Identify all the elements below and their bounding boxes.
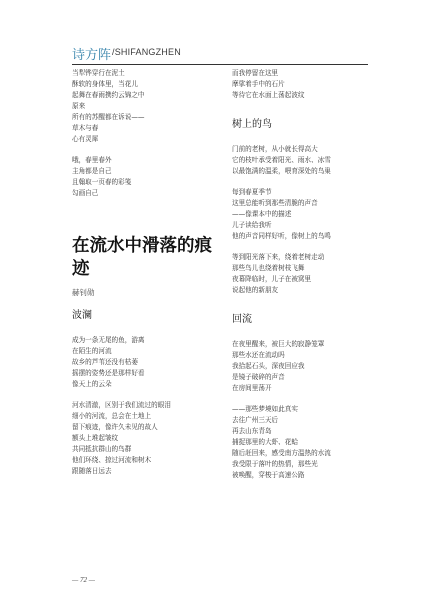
page-number: — 72 — bbox=[72, 576, 95, 584]
column-title-pinyin: /SHIFANGZHEN bbox=[112, 47, 181, 57]
poem-line: 它的枝叶承受着阳光、雨水、冰雪 bbox=[232, 156, 331, 164]
poem-line: 再去山东青岛 bbox=[232, 427, 272, 435]
poem-line: 那些水还在流动吗 bbox=[232, 351, 285, 359]
left-column bbox=[72, 68, 232, 487]
poem-line: 心有灵犀 bbox=[72, 135, 99, 143]
author-name: 赫钊勋 bbox=[72, 288, 95, 297]
poem-line: 成为一条无尾的鱼，游离 bbox=[72, 336, 145, 344]
magazine-header bbox=[72, 44, 368, 62]
poem-line: 是镜子破碎的声音 bbox=[232, 373, 285, 381]
poem-line: 捕捉那里的大虾、花蛤 bbox=[232, 438, 298, 446]
poem-line: 额头上堆起皱纹 bbox=[72, 434, 119, 442]
stanza bbox=[232, 68, 382, 101]
poem-line: 草木与春 bbox=[72, 124, 99, 132]
poem-line: 我受限于落叶的热情，那些光 bbox=[232, 460, 318, 468]
right-column bbox=[232, 68, 382, 491]
poem-line: 儿子读给我听 bbox=[232, 221, 272, 229]
poem-line: 细小的河流，总会在土地上 bbox=[72, 412, 152, 420]
section-title: 树上的鸟 bbox=[232, 119, 272, 130]
poem-line: 起舞在春雨携约云锦之中 bbox=[72, 91, 145, 99]
poem-title-line: 在流水中滑落的痕 bbox=[72, 236, 212, 256]
poem-line: 在房间里荡开 bbox=[232, 384, 272, 392]
poem-line: 我拾起石头，深夜回应我 bbox=[232, 362, 305, 370]
stanza bbox=[72, 155, 232, 199]
poem-line: 他的声音同样好听，像树上的鸟鸣 bbox=[232, 232, 331, 240]
poem-line: 等待它在水面上荡起波纹 bbox=[232, 91, 305, 99]
poem-line: 以最饱满的温柔，喂育深处的鸟巢 bbox=[232, 167, 331, 175]
poem-line: 当犁铧穿行在泥土 bbox=[72, 69, 125, 77]
poem-line: 这里总能听到那些清脆的声音 bbox=[232, 199, 318, 207]
stanza bbox=[232, 404, 382, 481]
poem-line: 原来 bbox=[72, 102, 86, 110]
stanza bbox=[232, 144, 382, 177]
poem-line: 门前的老树，从小就长得高大 bbox=[232, 145, 318, 153]
poem-line: 留下痕迹，像许久未见的故人 bbox=[72, 423, 158, 431]
poem-line: 被唤醒，穿梭于高速公路 bbox=[232, 471, 305, 479]
poem-title-line: 迹 bbox=[72, 259, 90, 279]
stanza bbox=[72, 68, 232, 145]
poem-line: ——那些梦境如此真实 bbox=[232, 405, 298, 413]
stanza bbox=[232, 187, 382, 242]
stanza bbox=[72, 335, 232, 390]
poem-line: 在夜里醒来，被巨大的寂静笼罩 bbox=[232, 340, 325, 348]
poem-line: 而我停留在这里 bbox=[232, 69, 279, 77]
poem-line: 那些鸟儿也绕着树枝飞舞 bbox=[232, 264, 305, 272]
poem-line: 酥软的身体里，当花儿 bbox=[72, 80, 138, 88]
poem-line: 在陌生的河流 bbox=[72, 347, 112, 355]
column-title: 诗方阵 bbox=[72, 48, 112, 63]
poem-line: 随后赶回来，感受南方温热的水流 bbox=[232, 449, 331, 457]
stanza bbox=[232, 252, 382, 296]
header-rule bbox=[72, 64, 368, 65]
section-title: 波澜 bbox=[72, 310, 92, 321]
poem-line: 他们环绕、掠过河流和树木 bbox=[72, 456, 152, 464]
poem-line: 所有的苏醒都在诉说—— bbox=[72, 113, 145, 121]
poem-line: 摩挲着手中的石片 bbox=[232, 80, 285, 88]
poem-line: 共同抵抗群山的鸟群 bbox=[72, 445, 132, 453]
poem-line: ——像课本中的描述 bbox=[232, 210, 292, 218]
poem-line: 每到春夏季节 bbox=[232, 188, 272, 196]
poem-line: 故乡的芦苇还没有枯萎 bbox=[72, 358, 138, 366]
stanza bbox=[232, 339, 382, 394]
poem-line: 摇摆的姿势还是那样好看 bbox=[72, 369, 145, 377]
poem-line: 河水清澈，区别于我们流过的眼泪 bbox=[72, 401, 171, 409]
stanza bbox=[72, 400, 232, 477]
poem-line: 主角都是自己 bbox=[72, 167, 112, 175]
poem-line: 哦，春里春外 bbox=[72, 156, 112, 164]
poem-line: 跟随落日远去 bbox=[72, 467, 112, 475]
poem-line: 勾画自己 bbox=[72, 189, 99, 197]
poem-line: 等到阳光落下来，绕着老树走动 bbox=[232, 253, 325, 261]
poem-line: 夜幕降临时，儿子在被窝里 bbox=[232, 275, 312, 283]
poem-line: 且翰取一页春的彩笺 bbox=[72, 178, 132, 186]
poem-title bbox=[72, 235, 232, 281]
poem-line: 去往广州三天后 bbox=[232, 416, 279, 424]
poem-line: 说起他的新朋友 bbox=[232, 286, 279, 294]
section-title: 回流 bbox=[232, 314, 252, 325]
poem-line: 像天上的云朵 bbox=[72, 380, 112, 388]
